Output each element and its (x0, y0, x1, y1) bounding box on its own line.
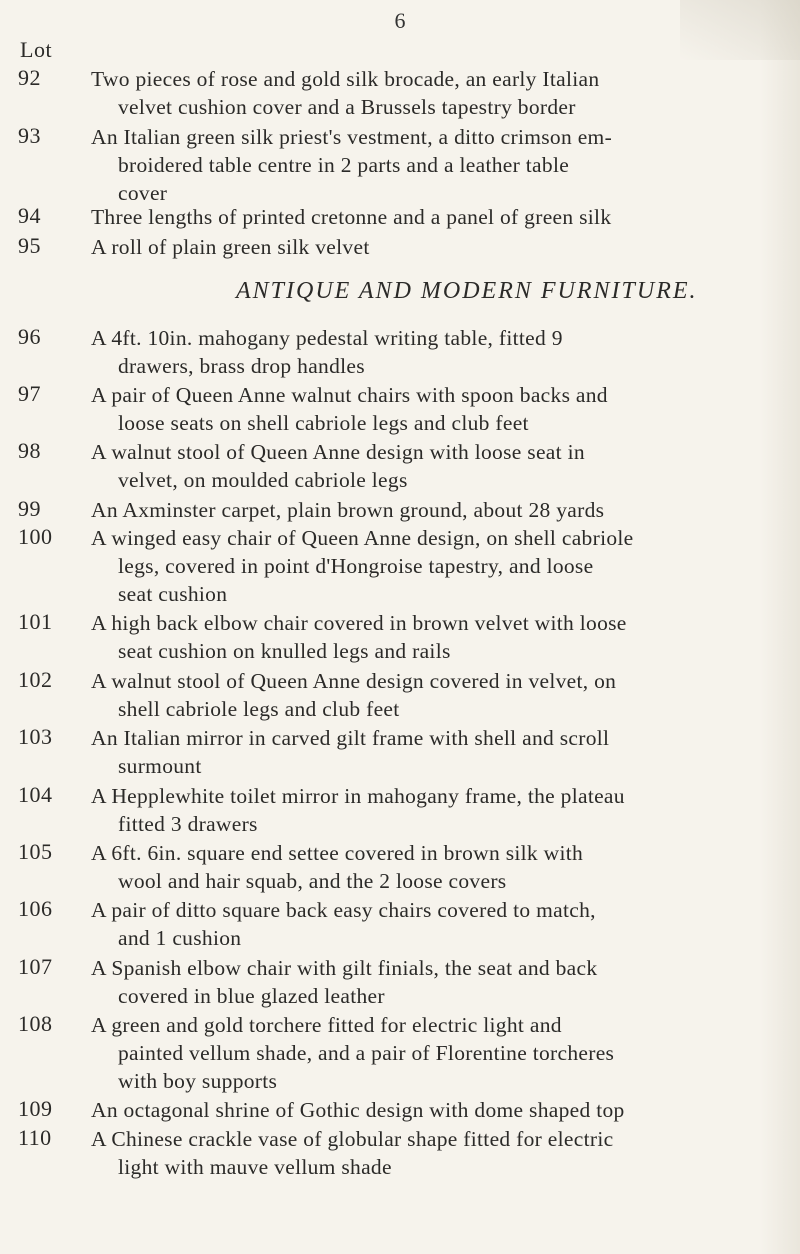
lot-description-line: cover (118, 181, 168, 205)
lot-description (91, 233, 691, 261)
lot-description (91, 839, 691, 895)
lot-description-line: A green and gold torchere fitted for electric light and (91, 1013, 562, 1037)
lot-description-line: A Chinese crackle vase of globular shape fitted for electric (91, 1127, 614, 1151)
lot-description-line: An Italian mirror in carved gilt frame with shell and scroll (91, 726, 610, 750)
lot-description (91, 896, 691, 952)
lot-number: 109 (18, 1096, 53, 1121)
lot-description (91, 438, 691, 494)
lot-description-line: with boy supports (118, 1069, 278, 1093)
lot-description-line: velvet cushion cover and a Brussels tapestry border (118, 95, 576, 119)
lot-number: 105 (18, 839, 53, 864)
page-edge-shadow (760, 0, 800, 1254)
lot-description (91, 65, 691, 121)
lot-column-label: Lot (20, 37, 53, 62)
lot-number: 97 (18, 381, 41, 406)
section-heading: ANTIQUE AND MODERN FURNITURE. (236, 278, 698, 304)
lot-description-line: wool and hair squab, and the 2 loose covers (118, 869, 507, 893)
lot-description-line: shell cabriole legs and club feet (118, 697, 400, 721)
lot-number: 101 (18, 609, 53, 634)
lot-description-line: A walnut stool of Queen Anne design covered in velvet, on (91, 669, 617, 693)
lot-description (91, 1096, 691, 1124)
lot-number: 95 (18, 233, 41, 258)
lot-description (91, 324, 691, 380)
lot-description-line: legs, covered in point d'Hongroise tapestry, and loose (118, 554, 594, 578)
lot-description-line: An octagonal shrine of Gothic design with dome shaped top (91, 1098, 625, 1122)
lot-description-line: seat cushion (118, 582, 228, 606)
lot-description-line: An Italian green silk priest's vestment, a ditto crimson em- (91, 125, 613, 149)
lot-description (91, 203, 691, 231)
lot-description-line: A high back elbow chair covered in brown velvet with loose (91, 611, 627, 635)
lot-description (91, 1125, 691, 1181)
lot-number: 94 (18, 203, 41, 228)
lot-description-line: broidered table centre in 2 parts and a leather table (118, 153, 570, 177)
lot-description (91, 1011, 691, 1095)
lot-number: 107 (18, 954, 53, 979)
lot-description-line: A walnut stool of Queen Anne design with loose seat in (91, 440, 585, 464)
lot-description-line: A 4ft. 10in. mahogany pedestal writing table, fitted 9 (91, 326, 563, 350)
lot-description-line: A pair of Queen Anne walnut chairs with spoon backs and (91, 383, 608, 407)
lot-description (91, 123, 691, 207)
lot-number: 106 (18, 896, 53, 921)
lot-description-line: painted vellum shade, and a pair of Florentine torcheres (118, 1041, 615, 1065)
lot-description-line: loose seats on shell cabriole legs and club feet (118, 411, 529, 435)
lot-description (91, 667, 691, 723)
lot-description-line: light with mauve vellum shade (118, 1155, 392, 1179)
lot-description (91, 609, 691, 665)
lot-description-line: A Hepplewhite toilet mirror in mahogany frame, the plateau (91, 784, 625, 808)
lot-number: 103 (18, 724, 53, 749)
lot-description-line: Three lengths of printed cretonne and a panel of green silk (91, 205, 612, 229)
lot-description-line: covered in blue glazed leather (118, 984, 385, 1008)
lot-description-line: Two pieces of rose and gold silk brocade, an early Italian (91, 67, 600, 91)
lot-description (91, 954, 691, 1010)
lot-description-line: An Axminster carpet, plain brown ground, about 28 yards (91, 498, 605, 522)
lot-number: 93 (18, 123, 41, 148)
lot-number: 98 (18, 438, 41, 463)
lot-description-line: A roll of plain green silk velvet (91, 235, 370, 259)
lot-description-line: velvet, on moulded cabriole legs (118, 468, 408, 492)
lot-number: 108 (18, 1011, 53, 1036)
lot-description-line: and 1 cushion (118, 926, 242, 950)
lot-description-line: A pair of ditto square back easy chairs covered to match, (91, 898, 596, 922)
lot-description-line: surmount (118, 754, 202, 778)
lot-description (91, 381, 691, 437)
lot-number: 110 (18, 1125, 52, 1150)
lot-number: 92 (18, 65, 41, 90)
lot-description (91, 524, 691, 608)
lot-number: 102 (18, 667, 53, 692)
page-number: 6 (394, 8, 406, 33)
lot-number: 99 (18, 496, 41, 521)
lot-number: 96 (18, 324, 41, 349)
lot-description (91, 496, 691, 524)
lot-number: 100 (18, 524, 53, 549)
lot-description-line: fitted 3 drawers (118, 812, 258, 836)
lot-description-line: A winged easy chair of Queen Anne design, on shell cabriole (91, 526, 634, 550)
lot-description-line: drawers, brass drop handles (118, 354, 365, 378)
lot-description-line: A 6ft. 6in. square end settee covered in brown silk with (91, 841, 584, 865)
lot-description-line: A Spanish elbow chair with gilt finials, the seat and back (91, 956, 598, 980)
lot-number: 104 (18, 782, 53, 807)
lot-description (91, 724, 691, 780)
lot-description-line: seat cushion on knulled legs and rails (118, 639, 451, 663)
lot-description (91, 782, 691, 838)
